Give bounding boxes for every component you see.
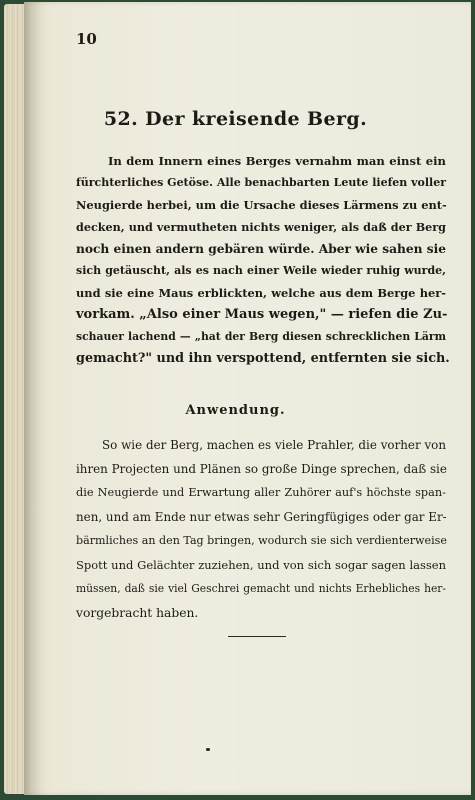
- application-line: Spott und Gelächter zuziehen, und von sich sogar sagen lassen: [76, 558, 446, 572]
- application-line: ihren Projecten und Plänen so große Dinge sprechen, daß sie: [76, 462, 447, 476]
- body-line: schauer lachend — „hat der Berg diesen schrecklichen Lärm: [76, 330, 446, 343]
- fable-title: 52. Der kreisende Berg.: [103, 108, 368, 130]
- body-line: Neugierde herbei, um die Ursache dieses Lärmens zu ent-: [76, 198, 447, 212]
- body-line: vorkam. „Also einer Maus wegen," — riefen die Zu-: [76, 307, 448, 322]
- application-line: müssen, daß sie viel Geschrei gemacht und nichts Erhebliches her-: [76, 582, 446, 595]
- body-line: gemacht?" und ihn verspottend, entfernten sie sich.: [76, 351, 450, 366]
- application-heading: Anwendung.: [185, 403, 286, 418]
- application-line: bärmliches an den Tag bringen, wodurch sie sich verdienterweise: [76, 534, 447, 547]
- body-line: decken, und vermutheten nichts weniger, als daß der Berg: [76, 220, 446, 234]
- body-line: fürchterliches Getöse. Alle benachbarten Leute liefen voller: [76, 176, 447, 189]
- body-line: noch einen andern gebären würde. Aber wie sahen sie: [76, 242, 446, 256]
- ink-speck: [206, 748, 210, 751]
- end-rule: [228, 636, 286, 637]
- application-line: die Neugierde und Erwartung aller Zuhörer auf's höchste span-: [76, 486, 446, 499]
- body-line: In dem Innern eines Berges vernahm man einst ein: [108, 154, 446, 168]
- application-line: nen, und am Ende nur etwas sehr Geringfügiges oder gar Er-: [76, 510, 447, 524]
- body-line: und sie eine Maus erblickten, welche aus dem Berge her-: [76, 286, 446, 300]
- application-line: So wie der Berg, machen es viele Prahler, die vorher von: [102, 438, 446, 452]
- body-line: sich getäuscht, als es nach einer Weile wieder ruhig wurde,: [76, 264, 446, 277]
- page-number: 10: [76, 30, 97, 48]
- application-line: vorgebracht haben.: [76, 606, 199, 620]
- book-page: [24, 2, 471, 795]
